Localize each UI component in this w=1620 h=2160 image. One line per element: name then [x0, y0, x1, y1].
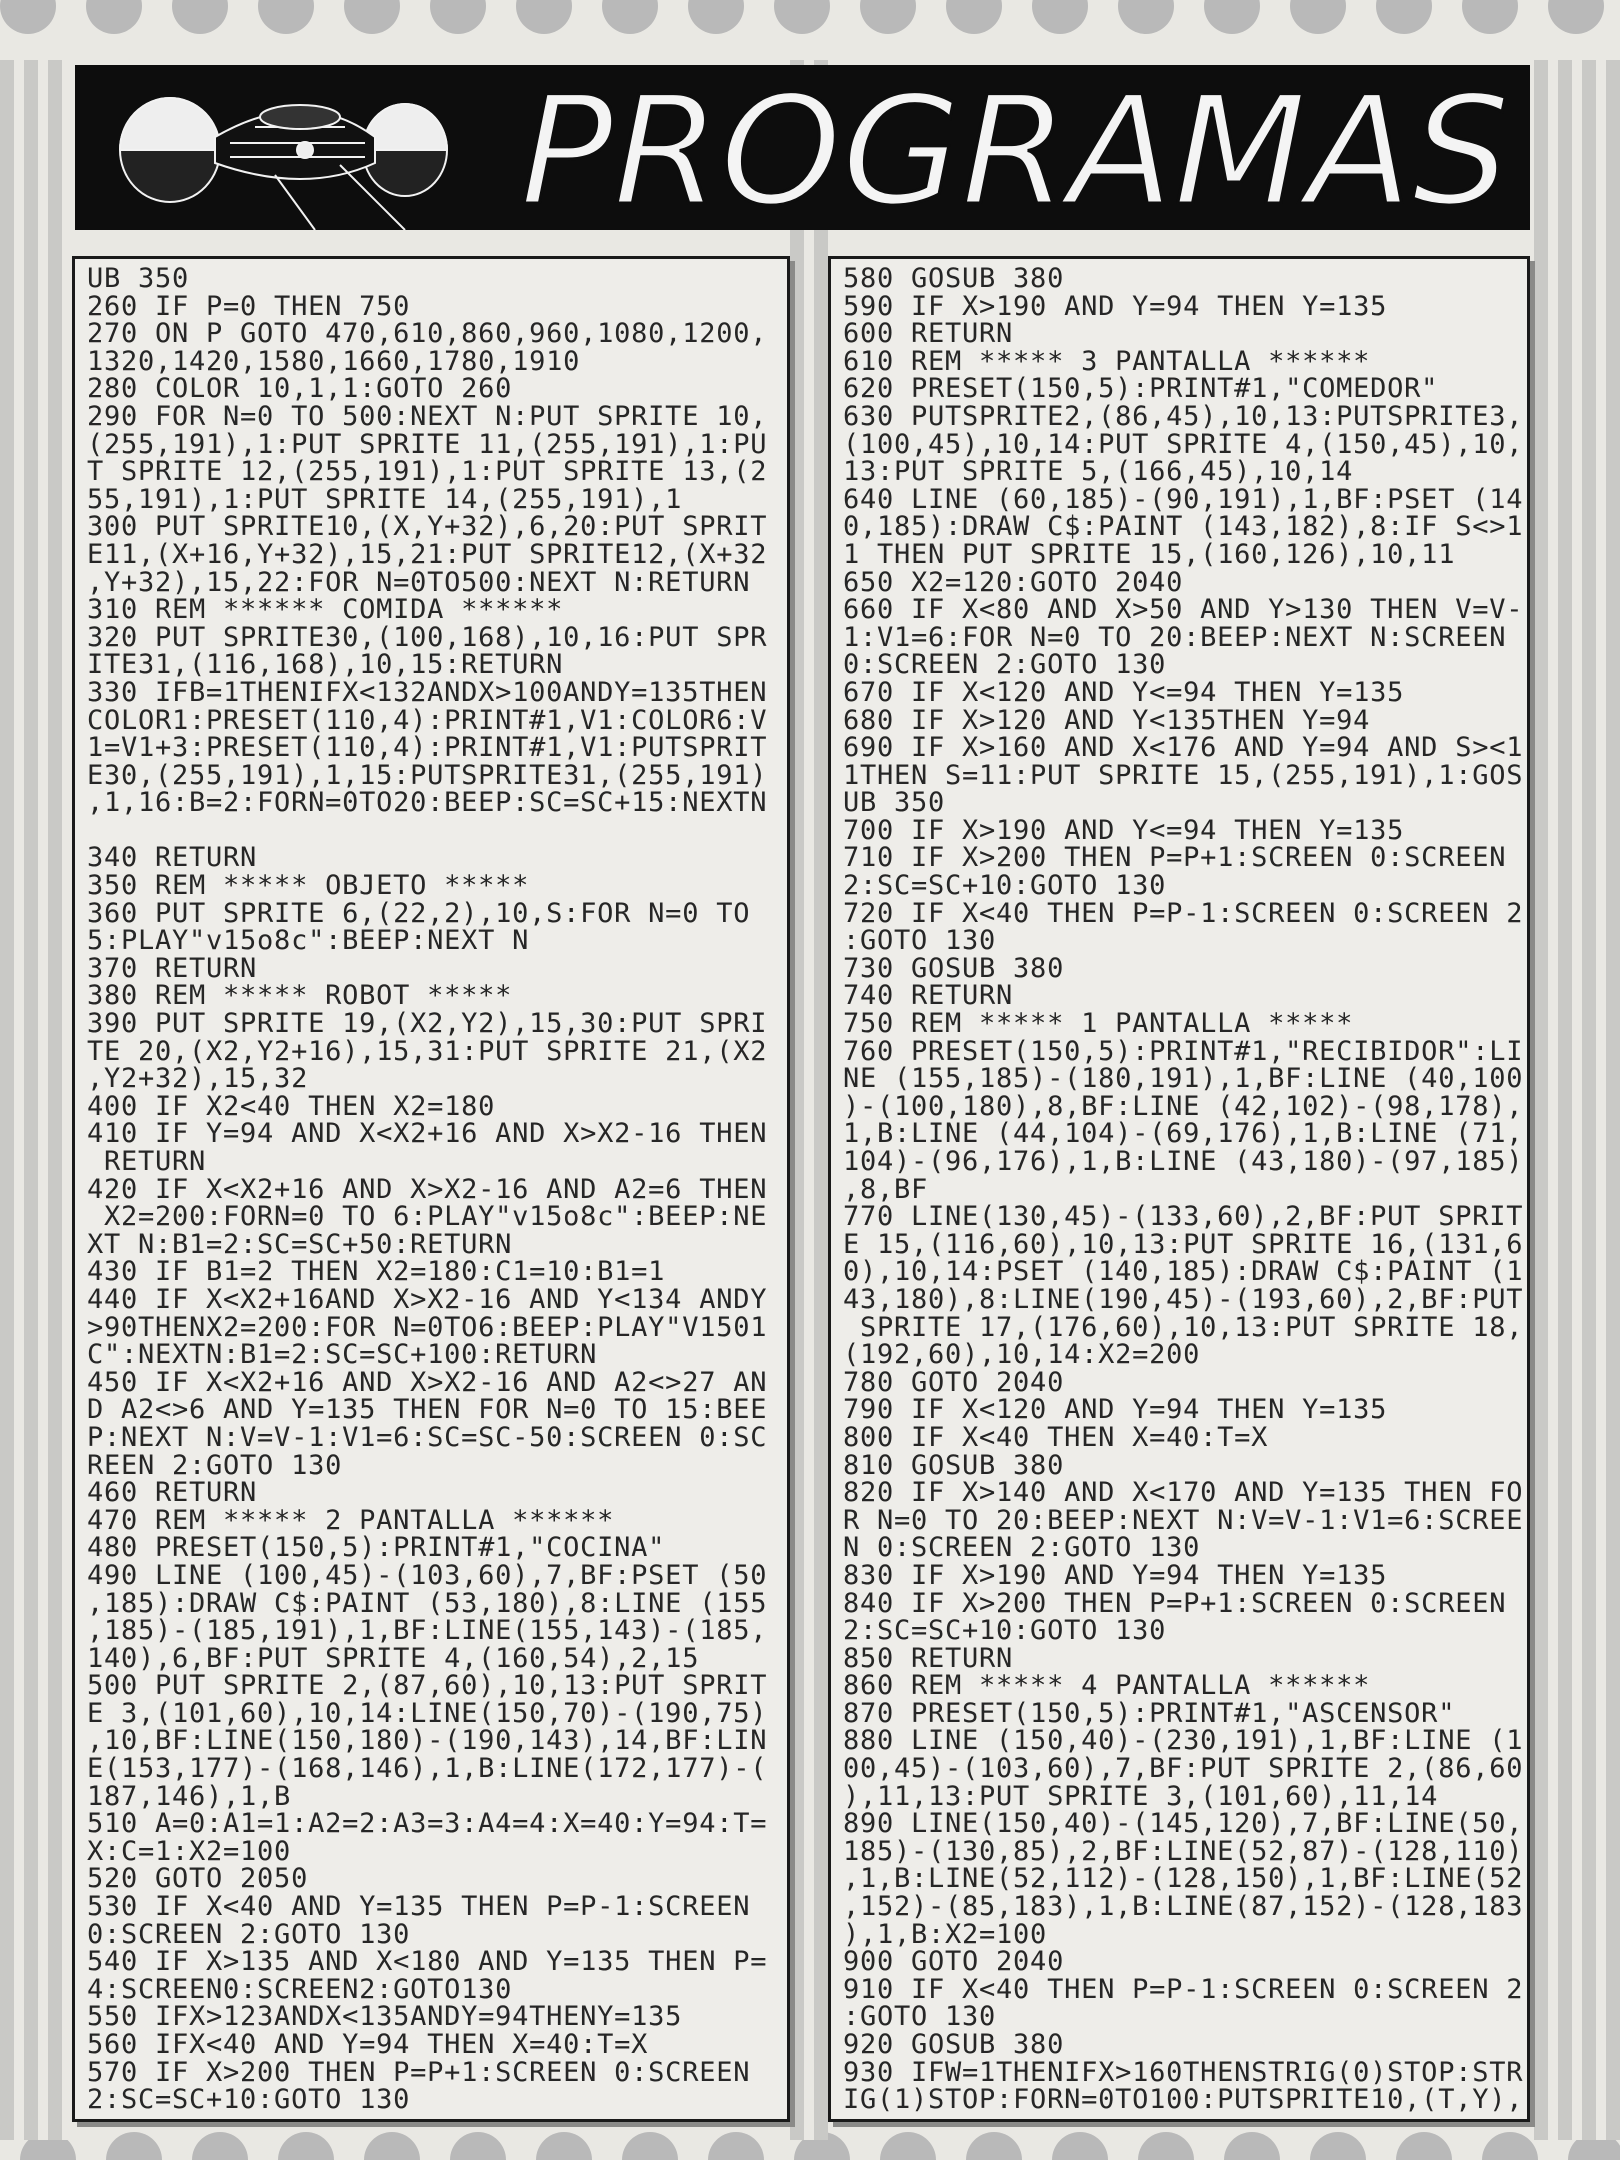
code-line: 5:PLAY"v15o8c":BEEP:NEXT N	[87, 925, 530, 957]
border-dot	[1376, 0, 1432, 34]
code-line: 920 GOSUB 380	[843, 2029, 1065, 2060]
border-dot	[774, 0, 830, 34]
code-line: 390 PUT SPRITE 19,(X2,Y2),15,30:PUT SPRI	[87, 1008, 768, 1040]
code-line: 187,146),1,B	[87, 1780, 292, 1812]
code-line: 55,191),1:PUT SPRITE 14,(255,191),1	[87, 483, 683, 515]
code-line: ,Y+32),15,22:FOR N=0TO500:NEXT N:RETURN	[87, 566, 751, 598]
border-dot	[708, 2132, 764, 2160]
border-dot	[688, 0, 744, 34]
code-line: 590 IF X>190 AND Y=94 THEN Y=135	[843, 290, 1388, 322]
border-dot	[1482, 2132, 1538, 2160]
code-line: 670 IF X<120 AND Y<=94 THEN Y=135	[843, 676, 1405, 708]
code-line: UB 350	[843, 787, 946, 819]
code-line: 620 PRESET(150,5):PRINT#1,"COMEDOR"	[843, 373, 1439, 405]
code-line: E11,(X+16,Y+32),15,21:PUT SPRITE12,(X+32	[87, 538, 768, 570]
code-line: 00,45)-(103,60),7,BF:PUT SPRITE 2,(86,60	[843, 1753, 1524, 1785]
code-line: ITE31,(116,168),10,15:RETURN	[87, 649, 564, 681]
code-line: E 15,(116,60),10,13:PUT SPRITE 16,(131,6	[843, 1228, 1524, 1260]
code-line: 550 IFX>123ANDX<135ANDY=94THENY=135	[87, 2001, 683, 2033]
code-line: ,152)-(85,183),1,B:LINE(87,152)-(128,183	[843, 1891, 1524, 1923]
code-line: ,10,BF:LINE(150,180)-(190,143),14,BF:LIN	[87, 1725, 768, 1757]
code-line: 770 LINE(130,45)-(133,60),2,BF:PUT SPRIT	[843, 1201, 1524, 1233]
border-dot	[602, 0, 658, 34]
code-line: (255,191),1:PUT SPRITE 11,(255,191),1:PU	[87, 428, 768, 460]
code-line: E 3,(101,60),10,14:LINE(150,70)-(190,75)	[87, 1697, 768, 1729]
code-line: 43,180),8:LINE(190,45)-(193,60),2,BF:PUT	[843, 1283, 1524, 1315]
code-line: E(153,177)-(168,146),1,B:LINE(172,177)-(	[87, 1753, 768, 1785]
border-dot	[192, 2132, 248, 2160]
code-line: 500 PUT SPRITE 2,(87,60),10,13:PUT SPRIT	[87, 1670, 768, 1702]
code-line: 380 REM ***** ROBOT *****	[87, 980, 513, 1012]
border-dot	[278, 2132, 334, 2160]
code-line: 520 GOTO 2050	[87, 1863, 309, 1895]
code-line: 2:SC=SC+10:GOTO 130	[843, 870, 1167, 902]
code-line: 4:SCREEN0:SCREEN2:GOTO130	[87, 1973, 513, 2005]
code-line: 480 PRESET(150,5):PRINT#1,"COCINA"	[87, 1532, 666, 1564]
border-dot	[450, 2132, 506, 2160]
code-line: RETURN	[87, 1146, 207, 1177]
left-stripe-band	[0, 60, 72, 2140]
code-line: 720 IF X<40 THEN P=P-1:SCREEN 0:SCREEN 2	[843, 897, 1524, 929]
code-line: 1:V1=6:FOR N=0 TO 20:BEEP:NEXT N:SCREEN	[843, 621, 1507, 653]
code-line: 900 GOTO 2040	[843, 1946, 1065, 1978]
code-line: 2:SC=SC+10:GOTO 130	[87, 2084, 411, 2116]
code-line: 860 REM ***** 4 PANTALLA ******	[843, 1670, 1371, 1702]
listing-column-left	[72, 256, 790, 2122]
code-line: )-(100,180),8,BF:LINE (42,102)-(98,178),	[843, 1090, 1524, 1122]
code-line: 690 IF X>160 AND X<176 AND Y=94 AND S><1	[843, 732, 1524, 764]
code-line: 0),10,14:PSET (140,185):DRAW C$:PAINT (1	[843, 1256, 1524, 1288]
code-line: NE (155,185)-(180,191),1,BF:LINE (40,100	[843, 1063, 1524, 1095]
code-line: 760 PRESET(150,5):PRINT#1,"RECIBIDOR":LI	[843, 1035, 1524, 1067]
border-dot	[1032, 0, 1088, 34]
border-dot	[536, 2132, 592, 2160]
code-line: 270 ON P GOTO 470,610,860,960,1080,1200,	[87, 318, 768, 350]
code-line: 930 IFW=1THENIFX>160THENSTRIG(0)STOP:STR	[843, 2056, 1524, 2088]
code-line: REEN 2:GOTO 130	[87, 1449, 343, 1481]
border-dot	[258, 0, 314, 34]
code-line: XT N:B1=2:SC=SC+50:RETURN	[87, 1228, 513, 1260]
border-dot	[1548, 0, 1604, 34]
code-line: 750 REM ***** 1 PANTALLA *****	[843, 1008, 1354, 1040]
code-line: ),11,13:PUT SPRITE 3,(101,60),11,14	[843, 1780, 1439, 1812]
listing-column-right	[828, 256, 1530, 2122]
code-line: :GOTO 130	[843, 2001, 997, 2033]
code-line: 1320,1420,1580,1660,1780,1910	[87, 345, 581, 377]
code-line: 1,B:LINE (44,104)-(69,176),1,B:LINE (71,	[843, 1118, 1524, 1150]
code-line: ,Y2+32),15,32	[87, 1063, 309, 1095]
section-banner	[75, 65, 1530, 230]
border-dot	[622, 2132, 678, 2160]
code-line: 0:SCREEN 2:GOTO 130	[87, 1918, 411, 1950]
border-dot	[0, 0, 56, 34]
code-line: 320 PUT SPRITE30,(100,168),10,16:PUT SPR	[87, 621, 768, 653]
code-line: IG(1)STOP:FORN=0TO100:PUTSPRITE10,(T,Y),	[843, 2084, 1524, 2116]
code-line: E30,(255,191),1,15:PUTSPRITE31,(255,191)	[87, 759, 768, 791]
code-line: 370 RETURN	[87, 952, 258, 984]
code-line: 910 IF X<40 THEN P=P-1:SCREEN 0:SCREEN 2	[843, 1973, 1524, 2005]
code-line: T SPRITE 12,(255,191),1:PUT SPRITE 13,(2	[87, 456, 768, 488]
border-dot	[344, 0, 400, 34]
code-line: 660 IF X<80 AND X>50 AND Y>130 THEN V=V-	[843, 594, 1524, 626]
code-line: 880 LINE (150,40)-(230,191),1,BF:LINE (1	[843, 1725, 1524, 1757]
code-line: 280 COLOR 10,1,1:GOTO 260	[87, 373, 513, 405]
border-dot	[880, 2132, 936, 2160]
border-dot	[946, 0, 1002, 34]
code-line: 780 GOTO 2040	[843, 1366, 1065, 1398]
border-dot	[1204, 0, 1260, 34]
code-line: 2:SC=SC+10:GOTO 130	[843, 1615, 1167, 1647]
code-line: 440 IF X<X2+16AND X>X2-16 AND Y<134 ANDY	[87, 1283, 768, 1315]
code-line: 630 PUTSPRITE2,(86,45),10,13:PUTSPRITE3,	[843, 400, 1524, 432]
title-logo	[75, 65, 1530, 230]
border-dot	[1462, 0, 1518, 34]
border-dot	[1396, 2132, 1452, 2160]
code-line: 700 IF X>190 AND Y<=94 THEN Y=135	[843, 814, 1405, 846]
code-line: N 0:SCREEN 2:GOTO 130	[843, 1532, 1201, 1564]
code-listing-right	[843, 265, 1523, 2114]
code-line: 1=V1+3:PRESET(110,4):PRINT#1,V1:PUTSPRIT	[87, 732, 768, 764]
code-line: UB 350	[87, 263, 190, 294]
border-dot	[860, 0, 916, 34]
code-line: X:C=1:X2=100	[87, 1835, 292, 1867]
code-line: R N=0 TO 20:BEEP:NEXT N:V=V-1:V1=6:SCREE	[843, 1504, 1524, 1536]
code-line: 820 IF X>140 AND X<170 AND Y=135 THEN FO	[843, 1477, 1524, 1509]
border-dot	[172, 0, 228, 34]
code-line: 350 REM ***** OBJETO *****	[87, 870, 530, 902]
code-line: 360 PUT SPRITE 6,(22,2),10,S:FOR N=0 TO	[87, 897, 751, 929]
border-dot	[1118, 0, 1174, 34]
code-line: 330 IFB=1THENIFX<132ANDX>100ANDY=135THEN	[87, 676, 768, 708]
code-line: 840 IF X>200 THEN P=P+1:SCREEN 0:SCREEN	[843, 1587, 1507, 1619]
code-line: TE 20,(X2,Y2+16),15,31:PUT SPRITE 21,(X2	[87, 1035, 768, 1067]
code-line: ,1,B:LINE(52,112)-(128,150),1,BF:LINE(52	[843, 1863, 1524, 1895]
code-line: 260 IF P=0 THEN 750	[87, 290, 411, 322]
code-line: 340 RETURN	[87, 842, 258, 874]
code-line: 0:SCREEN 2:GOTO 130	[843, 649, 1167, 681]
code-line: ,185):DRAW C$:PAINT (53,180),8:LINE (155	[87, 1587, 768, 1619]
code-line: ),1,B:X2=100	[843, 1918, 1048, 1950]
code-line: 450 IF X<X2+16 AND X>X2-16 AND A2<>27 AN	[87, 1366, 768, 1398]
code-line: :GOTO 130	[843, 925, 997, 957]
code-line: 140),6,BF:PUT SPRITE 4,(160,54),2,15	[87, 1642, 700, 1674]
code-line: 800 IF X<40 THEN X=40:T=X	[843, 1421, 1269, 1453]
border-dot	[516, 0, 572, 34]
code-line	[87, 817, 767, 845]
code-line: ,8,BF	[843, 1173, 929, 1205]
border-dot	[1290, 0, 1346, 34]
code-line: 740 RETURN	[843, 980, 1014, 1012]
code-line: 570 IF X>200 THEN P=P+1:SCREEN 0:SCREEN	[87, 2056, 751, 2088]
code-line: 790 IF X<120 AND Y=94 THEN Y=135	[843, 1394, 1388, 1426]
border-dot	[1310, 2132, 1366, 2160]
code-line: 300 PUT SPRITE10,(X,Y+32),6,20:PUT SPRIT	[87, 511, 768, 543]
code-line: 460 RETURN	[87, 1477, 258, 1509]
border-dot	[966, 2132, 1022, 2160]
code-line: 1 THEN PUT SPRITE 15,(160,126),10,11	[843, 538, 1456, 570]
code-line: 1THEN S=11:PUT SPRITE 15,(255,191),1:GOS	[843, 759, 1524, 791]
code-line: C":NEXTN:B1=2:SC=SC+100:RETURN	[87, 1339, 598, 1371]
code-line: 490 LINE (100,45)-(103,60),7,BF:PSET (50	[87, 1559, 768, 1591]
code-line: 530 IF X<40 AND Y=135 THEN P=P-1:SCREEN	[87, 1891, 751, 1923]
code-line: 600 RETURN	[843, 318, 1014, 350]
code-listing-left	[87, 265, 767, 2114]
code-line: 185)-(130,85),2,BF:LINE(52,87)-(128,110)	[843, 1835, 1524, 1867]
code-line: 730 GOSUB 380	[843, 952, 1065, 984]
code-line: 850 RETURN	[843, 1642, 1014, 1674]
code-line: 430 IF B1=2 THEN X2=180:C1=10:B1=1	[87, 1256, 666, 1288]
code-line: 810 GOSUB 380	[843, 1449, 1065, 1481]
code-line: 104)-(96,176),1,B:LINE (43,180)-(97,185)	[843, 1146, 1524, 1177]
code-line: 420 IF X<X2+16 AND X>X2-16 AND A2=6 THEN	[87, 1173, 768, 1205]
code-line: 610 REM ***** 3 PANTALLA ******	[843, 345, 1371, 377]
code-line: 0,185):DRAW C$:PAINT (143,182),8:IF S<>1	[843, 511, 1524, 543]
code-line: 400 IF X2<40 THEN X2=180	[87, 1090, 496, 1122]
code-line: D A2<>6 AND Y=135 THEN FOR N=0 TO 15:BEE	[87, 1394, 768, 1426]
code-line: P:NEXT N:V=V-1:V1=6:SC=SC-50:SCREEN 0:SC	[87, 1421, 768, 1453]
code-line: 890 LINE(150,40)-(145,120),7,BF:LINE(50,	[843, 1808, 1524, 1840]
code-line: SPRITE 17,(176,60),10,13:PUT SPRITE 18,	[843, 1311, 1524, 1343]
code-line: 13:PUT SPRITE 5,(166,45),10,14	[843, 456, 1354, 488]
code-line: X2=200:FORN=0 TO 6:PLAY"v15o8c":BEEP:NE	[87, 1201, 768, 1233]
code-line: 830 IF X>190 AND Y=94 THEN Y=135	[843, 1559, 1388, 1591]
code-line: >90THENX2=200:FOR N=0TO6:BEEP:PLAY"V1501	[87, 1311, 768, 1343]
code-line: 580 GOSUB 380	[843, 263, 1065, 294]
code-line: 560 IFX<40 AND Y=94 THEN X=40:T=X	[87, 2029, 649, 2060]
right-stripe-band	[1534, 60, 1620, 2140]
code-line: 290 FOR N=0 TO 500:NEXT N:PUT SPRITE 10,	[87, 400, 768, 432]
code-line: 310 REM ****** COMIDA ******	[87, 594, 564, 626]
code-line: ,1,16:B=2:FORN=0TO20:BEEP:SC=SC+15:NEXTN	[87, 787, 768, 819]
center-stripe-band	[790, 60, 828, 2140]
border-dot	[86, 0, 142, 34]
code-line: 410 IF Y=94 AND X<X2+16 AND X>X2-16 THEN	[87, 1118, 768, 1150]
code-line: 640 LINE (60,185)-(90,191),1,BF:PSET (14	[843, 483, 1524, 515]
border-dot	[430, 0, 486, 34]
code-line: 870 PRESET(150,5):PRINT#1,"ASCENSOR"	[843, 1697, 1456, 1729]
code-line: (192,60),10,14:X2=200	[843, 1339, 1201, 1371]
border-dot	[1224, 2132, 1280, 2160]
code-line: 540 IF X>135 AND X<180 AND Y=135 THEN P=	[87, 1946, 768, 1978]
code-line: 650 X2=120:GOTO 2040	[843, 566, 1184, 598]
code-line: 680 IF X>120 AND Y<135THEN Y=94	[843, 704, 1371, 736]
code-line: 510 A=0:A1=1:A2=2:A3=3:A4=4:X=40:Y=94:T=	[87, 1808, 768, 1840]
code-line: 470 REM ***** 2 PANTALLA ******	[87, 1504, 615, 1536]
code-line: COLOR1:PRESET(110,4):PRINT#1,V1:COLOR6:V	[87, 704, 768, 736]
border-dot	[106, 2132, 162, 2160]
top-dot-border	[0, 0, 1620, 50]
border-dot	[1052, 2132, 1108, 2160]
code-line: (100,45),10,14:PUT SPRITE 4,(150,45),10,	[843, 428, 1524, 460]
code-line: ,185)-(185,191),1,BF:LINE(155,143)-(185,	[87, 1615, 768, 1647]
page-title: PROGRAMAS	[520, 65, 1510, 230]
border-dot	[1138, 2132, 1194, 2160]
border-dot	[364, 2132, 420, 2160]
code-line: 710 IF X>200 THEN P=P+1:SCREEN 0:SCREEN	[843, 842, 1507, 874]
